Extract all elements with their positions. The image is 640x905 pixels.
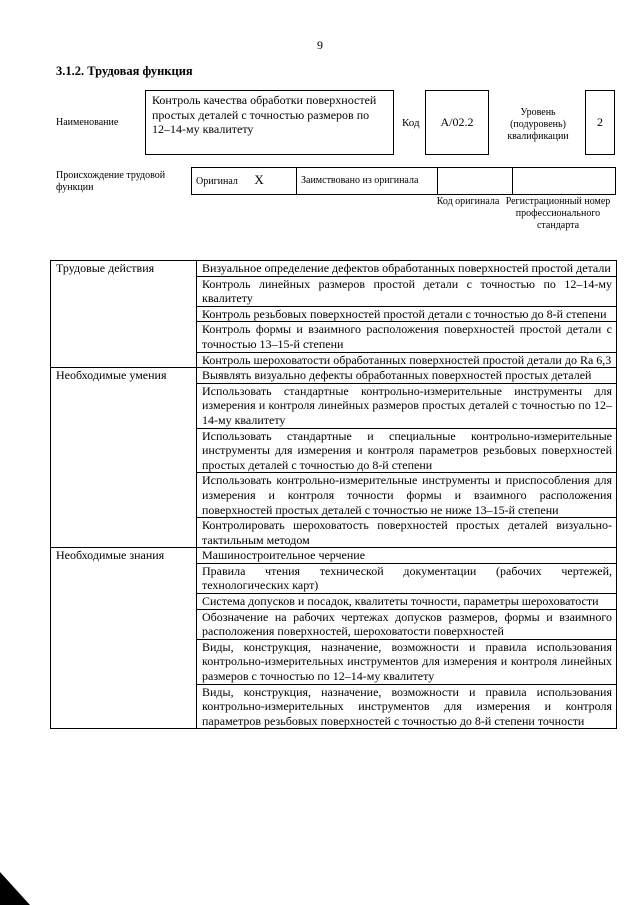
table-cell: Использовать стандартные контрольно-измерительные инструменты для измерения и контроля линейных размеров простых деталей с точностью по 12–14-му квалитету (197, 383, 617, 428)
code-label: Код (402, 117, 420, 129)
category-cell: Трудовые действия (51, 261, 197, 368)
table-cell: Правила чтения технической документации (рабочих чертежей, технологических карт) (197, 563, 617, 593)
original-cell (192, 168, 297, 195)
table-cell: Машиностроительное черчение (197, 548, 617, 564)
reg-number-label: Регистрационный номер профессионального стандарта (505, 196, 611, 231)
reg-number-cell (513, 168, 616, 195)
labor-actions-group (51, 261, 617, 368)
original-label: Оригинал (196, 176, 238, 187)
code-original-label: Код оригинала (436, 196, 500, 207)
required-knowledge-group (51, 548, 617, 729)
table-cell: Использовать контрольно-измерительные инструменты и приспособления для измерения и контроля точности формы и взаимного расположения поверхностей простых деталей с точностью не ниже 13–15-й степени (197, 473, 617, 518)
table-cell: Обозначение на рабочих чертежах допусков размеров, формы и взаимного расположения поверхностей, шероховатости поверхностей (197, 609, 617, 639)
table-cell: Контроль шероховатости обработанных поверхностей простой детали до Ra 6,3 (197, 352, 617, 368)
table-cell: Визуальное определение дефектов обработанных поверхностей простой детали (197, 261, 617, 277)
table-cell: Контроль резьбовых поверхностей простой детали с точностью до 8-й степени (197, 306, 617, 322)
page-number: 9 (317, 38, 323, 52)
qualification-level-value: 2 (597, 115, 603, 129)
table-cell: Виды, конструкция, назначение, возможности и правила использования контрольно-измерительных инструментов для измерения и контроля линейных размеров с точностью по 12–14-му квалитету (197, 639, 617, 684)
original-mark: X (254, 172, 264, 187)
table-row (51, 261, 617, 277)
table-cell: Контроль формы и взаимного расположения поверхностей простой детали с точностью 13–15-й степени (197, 322, 617, 352)
code-box (425, 90, 489, 155)
table-row (51, 548, 617, 564)
function-name-box (145, 90, 394, 155)
origin-table (191, 167, 616, 195)
table-cell: Контролировать шероховатость поверхностей простых деталей визуально-тактильным методом (197, 518, 617, 548)
scan-corner-mark (0, 872, 30, 905)
table-cell: Система допусков и посадок, квалитеты точности, параметры шероховатости (197, 594, 617, 610)
qualification-level-box (585, 90, 615, 155)
section-title: 3.1.2. Трудовая функция (56, 64, 193, 78)
table-cell: Использовать стандартные и специальные контрольно-измерительные инструменты для измерения и контроля параметров резьбовых поверхностей простых деталей с точностью до 8-й степени (197, 428, 617, 473)
function-name-value: Контроль качества обработки поверхностей простых деталей с точностью размеров по 12–14-му квалитету (152, 93, 377, 136)
table-row (51, 368, 617, 384)
category-cell: Необходимые умения (51, 368, 197, 548)
borrowed-cell (297, 168, 438, 195)
name-label: Наименование (56, 117, 119, 128)
origin-label: Происхождение трудовой функции (56, 170, 166, 193)
borrowed-label: Заимствовано из оригинала (301, 175, 419, 186)
table-cell: Выявлять визуально дефекты обработанных поверхностей простых деталей (197, 368, 617, 384)
category-cell: Необходимые знания (51, 548, 197, 729)
qualification-level-label: Уровень (подуровень) квалификации (507, 107, 569, 142)
table-cell: Виды, конструкция, назначение, возможности и правила использования контрольно-измерительных инструментов для измерения и контроля параметров резьбовых поверхностей с точностью до 8-й степени точности (197, 684, 617, 729)
labor-function-table (50, 260, 617, 729)
table-cell: Контроль линейных размеров простой детали с точностью по 12–14-му квалитету (197, 276, 617, 306)
code-value: A/02.2 (440, 115, 474, 129)
required-skills-group (51, 368, 617, 548)
code-original-cell (438, 168, 513, 195)
